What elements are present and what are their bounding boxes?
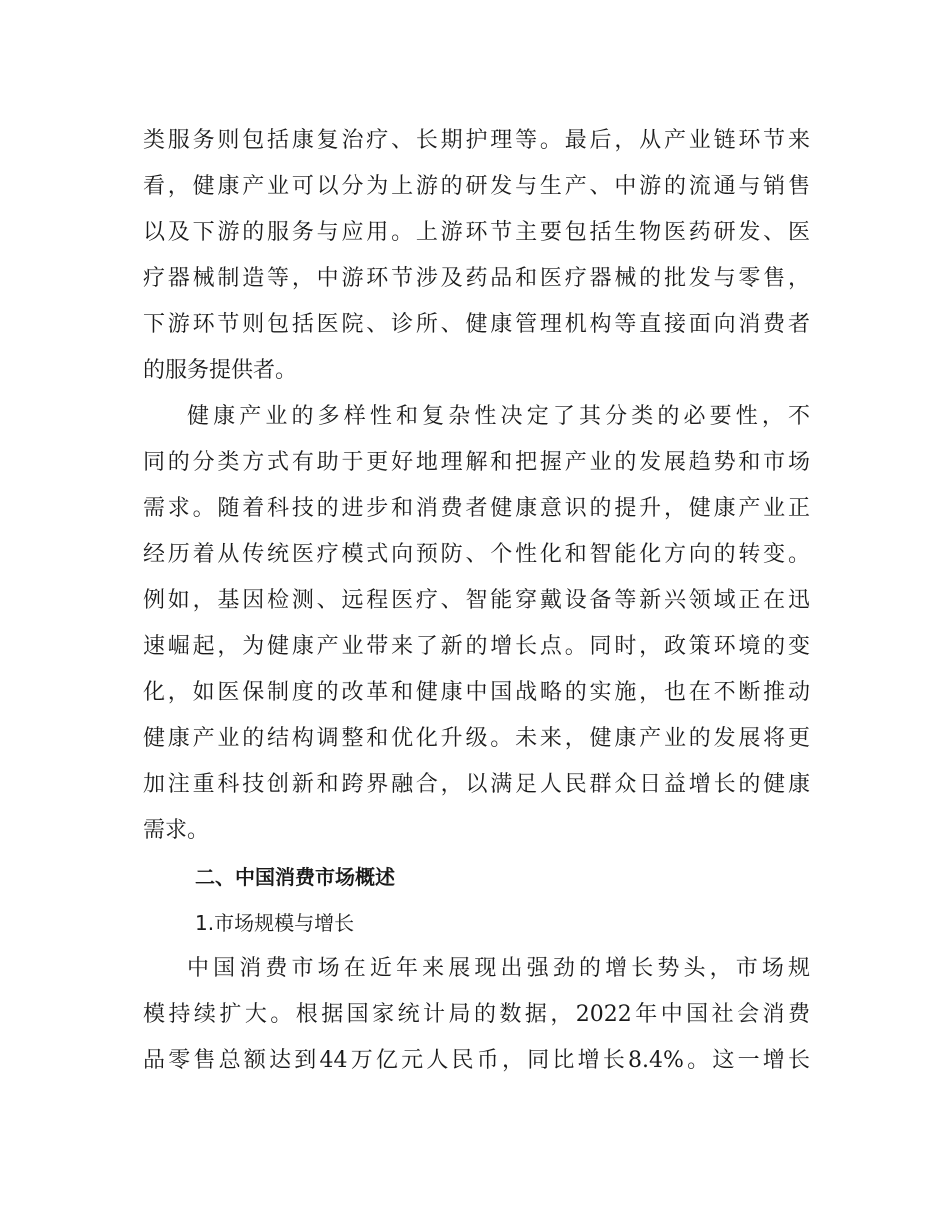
text-line: 品零售总额达到44万亿元人民币，同比增长8.4%。这一增长 [143, 1048, 810, 1073]
text-line: 需求。随着科技的进步和消费者健康意识的提升，健康产业正 [143, 496, 810, 521]
document-body [143, 118, 810, 1084]
text-line: 同的分类方式有助于更好地理解和把握产业的发展趋势和市场 [143, 450, 810, 475]
subsection-heading: 1.市场规模与增长 [195, 911, 355, 935]
text-line: 化，如医保制度的改革和健康中国战略的实施，也在不断推动 [143, 680, 810, 705]
text-line: 模持续扩大。根据国家统计局的数据，2022年中国社会消费 [143, 1002, 810, 1027]
text-line: 类服务则包括康复治疗、长期护理等。最后，从产业链环节来 [143, 128, 810, 153]
text-line: 健康产业的多样性和复杂性决定了其分类的必要性，不 [187, 404, 810, 429]
text-line: 看，健康产业可以分为上游的研发与生产、中游的流通与销售 [143, 174, 810, 199]
paragraph-market-size [143, 946, 810, 1084]
section-heading: 二、中国消费市场概述 [195, 865, 395, 889]
paragraph-classification-trends [143, 394, 810, 854]
text-line: 例如，基因检测、远程医疗、智能穿戴设备等新兴领域正在迅 [143, 588, 810, 613]
text-line: 的服务提供者。 [143, 358, 298, 383]
paragraph-industry-chain [143, 118, 810, 394]
text-line: 需求。 [143, 818, 210, 843]
text-line: 中国消费市场在近年来展现出强劲的增长势头，市场规 [187, 956, 810, 981]
text-line: 以及下游的服务与应用。上游环节主要包括生物医药研发、医 [143, 220, 810, 245]
text-line: 健康产业的结构调整和优化升级。未来，健康产业的发展将更 [143, 726, 810, 751]
text-line: 下游环节则包括医院、诊所、健康管理机构等直接面向消费者 [143, 312, 810, 337]
text-line: 加注重科技创新和跨界融合，以满足人民群众日益增长的健康 [143, 772, 810, 797]
text-line: 疗器械制造等，中游环节涉及药品和医疗器械的批发与零售， [143, 266, 810, 291]
text-line: 速崛起，为健康产业带来了新的增长点。同时，政策环境的变 [143, 634, 810, 659]
text-line: 经历着从传统医疗模式向预防、个性化和智能化方向的转变。 [143, 542, 810, 567]
